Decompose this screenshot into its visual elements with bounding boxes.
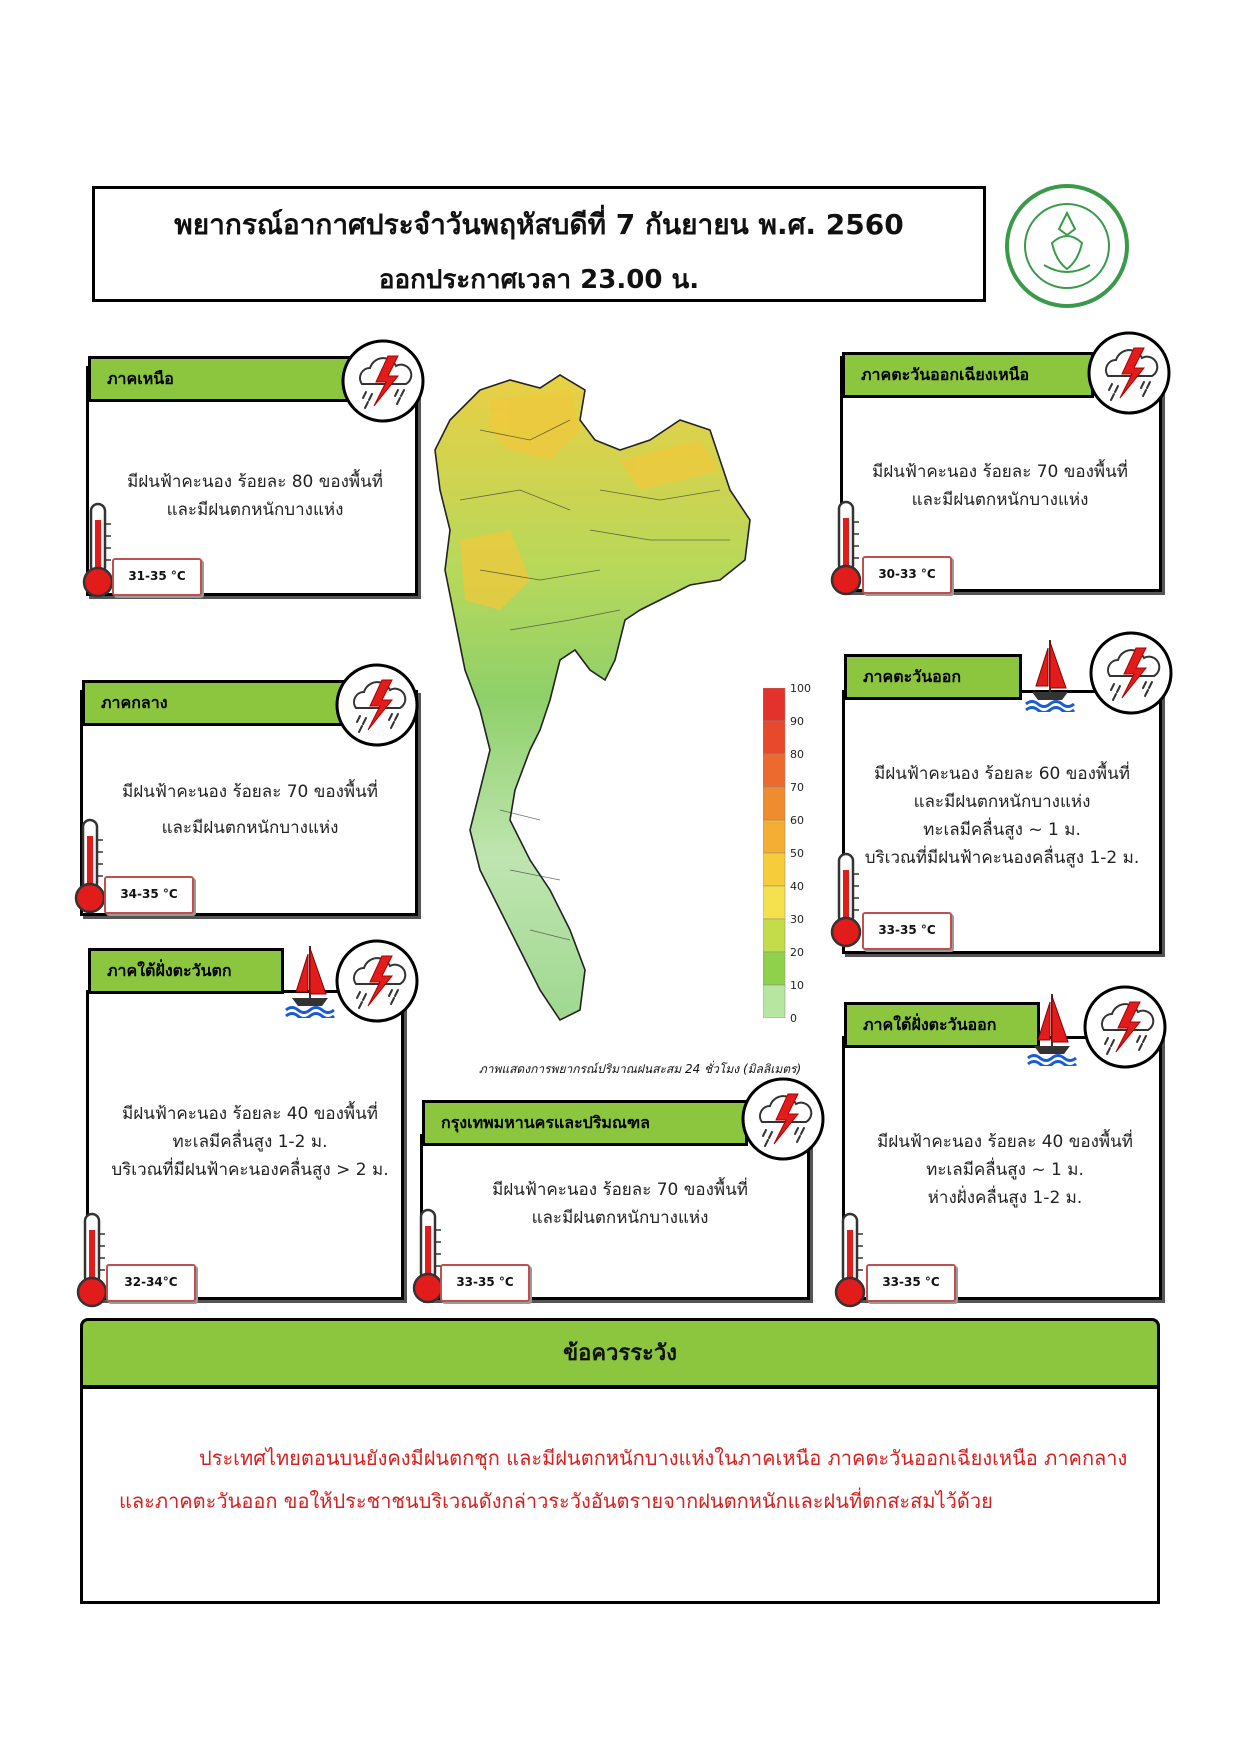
- legend-swatch: [763, 853, 785, 886]
- legend-swatch: [763, 787, 785, 820]
- east-region-title: ภาคตะวันออก: [844, 654, 1022, 700]
- north-forecast-text: [100, 468, 410, 524]
- warning-text: ประเทศไทยตอนบนยังคงมีฝนตกชุก และมีฝนตกหนักบางแห่งในภาคเหนือ ภาคตะวันออกเฉียงเหนือ ภาคกลาง และภาคตะวันออก ขอให้ประชาชนบริเวณดังกล่าวระวังอันตรายจากฝนตกหนักและฝนที่ตกสะสมไว้ด้วย: [119, 1446, 1128, 1513]
- legend-label: 100: [790, 682, 811, 695]
- south-west-forecast-text: [100, 1100, 400, 1184]
- forecast-title-box: [92, 186, 986, 302]
- bangkok-region-title: กรุงเทพมหานครและปริมณฑล: [422, 1100, 748, 1146]
- east-wave-height: ทะเลมีคลื่นสูง ~ 1 ม.: [923, 820, 1081, 840]
- northeast-forecast-text: [850, 458, 1150, 514]
- south-east-offshore-wave-height: ห่างฝั่งคลื่นสูง 1-2 ม.: [927, 1188, 1083, 1208]
- map-caption: ภาพแสดงการพยากรณ์ปริมาณฝนสะสม 24 ชั่วโมง (มิลลิเมตร): [478, 1062, 802, 1076]
- north-temperature: 31-35 °C: [112, 558, 202, 596]
- thunderstorm-icon: [1086, 330, 1172, 416]
- central-forecast-text: [100, 778, 400, 842]
- legend-swatch: [763, 952, 785, 985]
- central-region-title: ภาคกลาง: [82, 680, 372, 726]
- northeast-region-title: ภาคตะวันออกเฉียงเหนือ: [842, 352, 1094, 398]
- sailboat-icon: [1022, 634, 1078, 712]
- legend-label: 20: [790, 946, 804, 959]
- east-rain-chance: มีฝนฟ้าคะนอง ร้อยละ 60 ของพื้นที่: [874, 764, 1130, 784]
- legend-swatch: [763, 985, 785, 1018]
- northeast-rain-chance: มีฝนฟ้าคะนอง ร้อยละ 70 ของพื้นที่: [872, 462, 1128, 482]
- thunderstorm-icon: [1088, 630, 1174, 716]
- south-east-wave-height: ทะเลมีคลื่นสูง ~ 1 ม.: [926, 1160, 1084, 1180]
- south-west-rain-chance: มีฝนฟ้าคะนอง ร้อยละ 40 ของพื้นที่: [122, 1104, 378, 1124]
- east-temperature: 33-35 °C: [862, 912, 952, 950]
- legend-label: 10: [790, 979, 804, 992]
- bangkok-temperature: 33-35 °C: [440, 1264, 530, 1302]
- legend-swatch: [763, 721, 785, 754]
- thunderstorm-icon: [740, 1076, 826, 1162]
- central-rain-chance: มีฝนฟ้าคะนอง ร้อยละ 70 ของพื้นที่: [122, 782, 378, 802]
- south-west-region-title: ภาคใต้ฝั่งตะวันตก: [88, 948, 284, 994]
- east-forecast-text: [852, 760, 1152, 872]
- legend-label: 70: [790, 781, 804, 794]
- legend-swatch: [763, 886, 785, 919]
- northeast-temperature: 30-33 °C: [862, 556, 952, 594]
- south-east-rain-chance: มีฝนฟ้าคะนอง ร้อยละ 40 ของพื้นที่: [877, 1132, 1133, 1152]
- central-heavy-rain: และมีฝนตกหนักบางแห่ง: [161, 818, 339, 838]
- east-heavy-rain: และมีฝนตกหนักบางแห่ง: [913, 792, 1091, 812]
- rainfall-legend: [763, 688, 793, 1018]
- legend-label: 80: [790, 748, 804, 761]
- legend-swatch: [763, 919, 785, 952]
- legend-swatch: [763, 754, 785, 787]
- central-temperature: 34-35 °C: [104, 876, 194, 914]
- bangkok-rain-chance: มีฝนฟ้าคะนอง ร้อยละ 70 ของพื้นที่: [492, 1180, 748, 1200]
- south-east-forecast-text: [850, 1128, 1160, 1212]
- north-region-title: ภาคเหนือ: [88, 356, 378, 402]
- north-rain-chance: มีฝนฟ้าคะนอง ร้อยละ 80 ของพื้นที่: [127, 472, 383, 492]
- sailboat-icon: [1024, 988, 1080, 1066]
- warning-heading: ข้อควรระวัง: [80, 1318, 1160, 1388]
- legend-label: 60: [790, 814, 804, 827]
- legend-label: 0: [790, 1012, 797, 1025]
- sailboat-icon: [282, 940, 338, 1018]
- thunderstorm-icon: [1082, 984, 1168, 1070]
- east-storm-wave-height: บริเวณที่มีฝนฟ้าคะนองคลื่นสูง 1-2 ม.: [864, 848, 1140, 868]
- meteorological-department-seal-icon: [1004, 183, 1130, 309]
- legend-label: 40: [790, 880, 804, 893]
- legend-label: 90: [790, 715, 804, 728]
- south-east-temperature: 33-35 °C: [866, 1264, 956, 1302]
- south-west-temperature: 32-34°C: [106, 1264, 196, 1302]
- warning-panel: [80, 1386, 1160, 1604]
- thunderstorm-icon: [334, 938, 420, 1024]
- thermometer-icon: [830, 1210, 870, 1310]
- issue-time: ออกประกาศเวลา 23.00 น.: [378, 265, 700, 295]
- bangkok-heavy-rain: และมีฝนตกหนักบางแห่ง: [531, 1208, 709, 1228]
- legend-label: 50: [790, 847, 804, 860]
- forecast-title: พยากรณ์อากาศประจำวันพฤหัสบดีที่ 7 กันยายน พ.ศ. 2560: [174, 208, 904, 241]
- bangkok-forecast-text: [450, 1176, 790, 1232]
- north-heavy-rain: และมีฝนตกหนักบางแห่ง: [166, 500, 344, 520]
- south-west-wave-height: ทะเลมีคลื่นสูง 1-2 ม.: [172, 1132, 328, 1152]
- northeast-heavy-rain: และมีฝนตกหนักบางแห่ง: [911, 490, 1089, 510]
- legend-swatch: [763, 688, 785, 721]
- legend-swatch: [763, 820, 785, 853]
- south-east-region-title: ภาคใต้ฝั่งตะวันออก: [844, 1002, 1040, 1048]
- south-west-storm-wave-height: บริเวณที่มีฝนฟ้าคะนองคลื่นสูง > 2 ม.: [111, 1160, 389, 1180]
- thunderstorm-icon: [334, 662, 420, 748]
- legend-label: 30: [790, 913, 804, 926]
- thunderstorm-icon: [340, 338, 426, 424]
